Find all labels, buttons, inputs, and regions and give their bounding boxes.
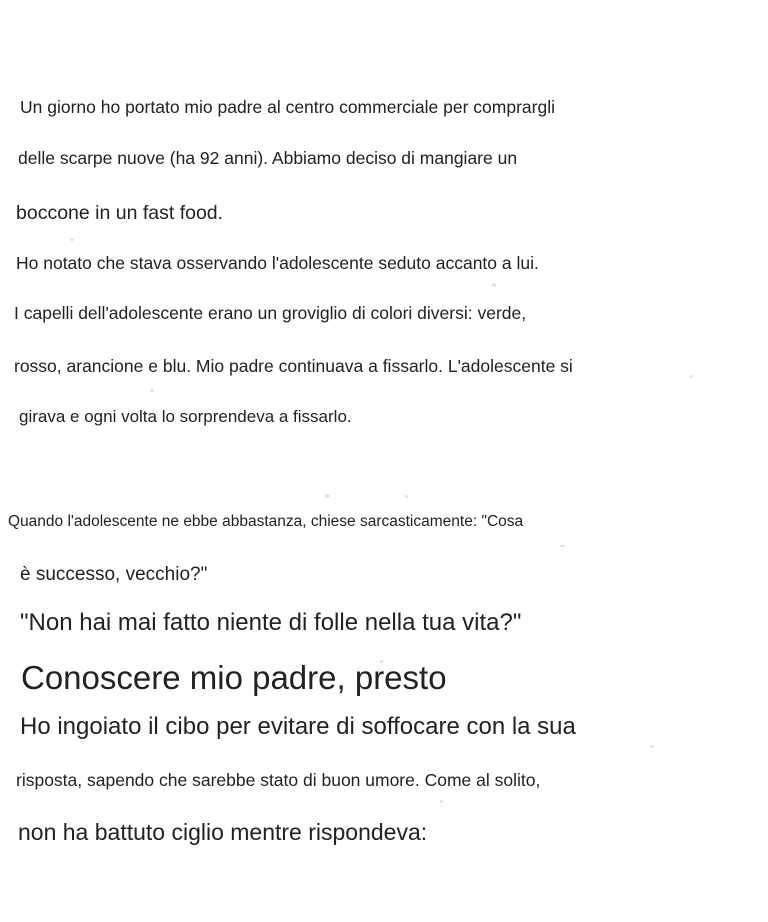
text-line-13: risposta, sapendo che sarebbe stato di buon umore. Come al solito, [16,770,541,790]
scan-speck [690,375,693,378]
text-line-9: è successo, vecchio?" [20,564,208,585]
text-line-1: Un giorno ho portato mio padre al centro commerciale per comprargli [20,97,555,117]
scan-speck [150,389,154,392]
text-line-6: rosso, arancione e blu. Mio padre continuava a fissarlo. L'adolescente si [14,356,573,376]
text-line-7: girava e ogni volta lo sorprendeva a fissarlo. [19,407,352,426]
text-line-10: "Non hai mai fatto niente di folle nella tua vita?" [20,609,522,636]
scan-speck [325,494,330,498]
scan-speck [440,800,443,803]
scan-speck [70,238,74,241]
text-line-12: Ho ingoiato il cibo per evitare di soffocare con la sua [20,713,576,740]
scan-speck [405,495,408,498]
text-line-2: delle scarpe nuove (ha 92 anni). Abbiamo deciso di mangiare un [18,148,518,168]
text-line-4: Ho notato che stava osservando l'adolescente seduto accanto a lui. [16,253,539,273]
scan-speck [492,283,496,287]
text-line-5: I capelli dell'adolescente erano un groviglio di colori diversi: verde, [14,303,527,323]
heading-line: Conoscere mio padre, presto [21,659,447,696]
scan-speck [560,545,565,547]
text-line-8: Quando l'adolescente ne ebbe abbastanza, chiese sarcasticamente: "Cosa [8,513,524,530]
scan-speck [650,745,654,748]
text-line-14: non ha battuto ciglio mentre rispondeva: [18,819,428,845]
text-line-3: boccone in un fast food. [16,202,224,224]
